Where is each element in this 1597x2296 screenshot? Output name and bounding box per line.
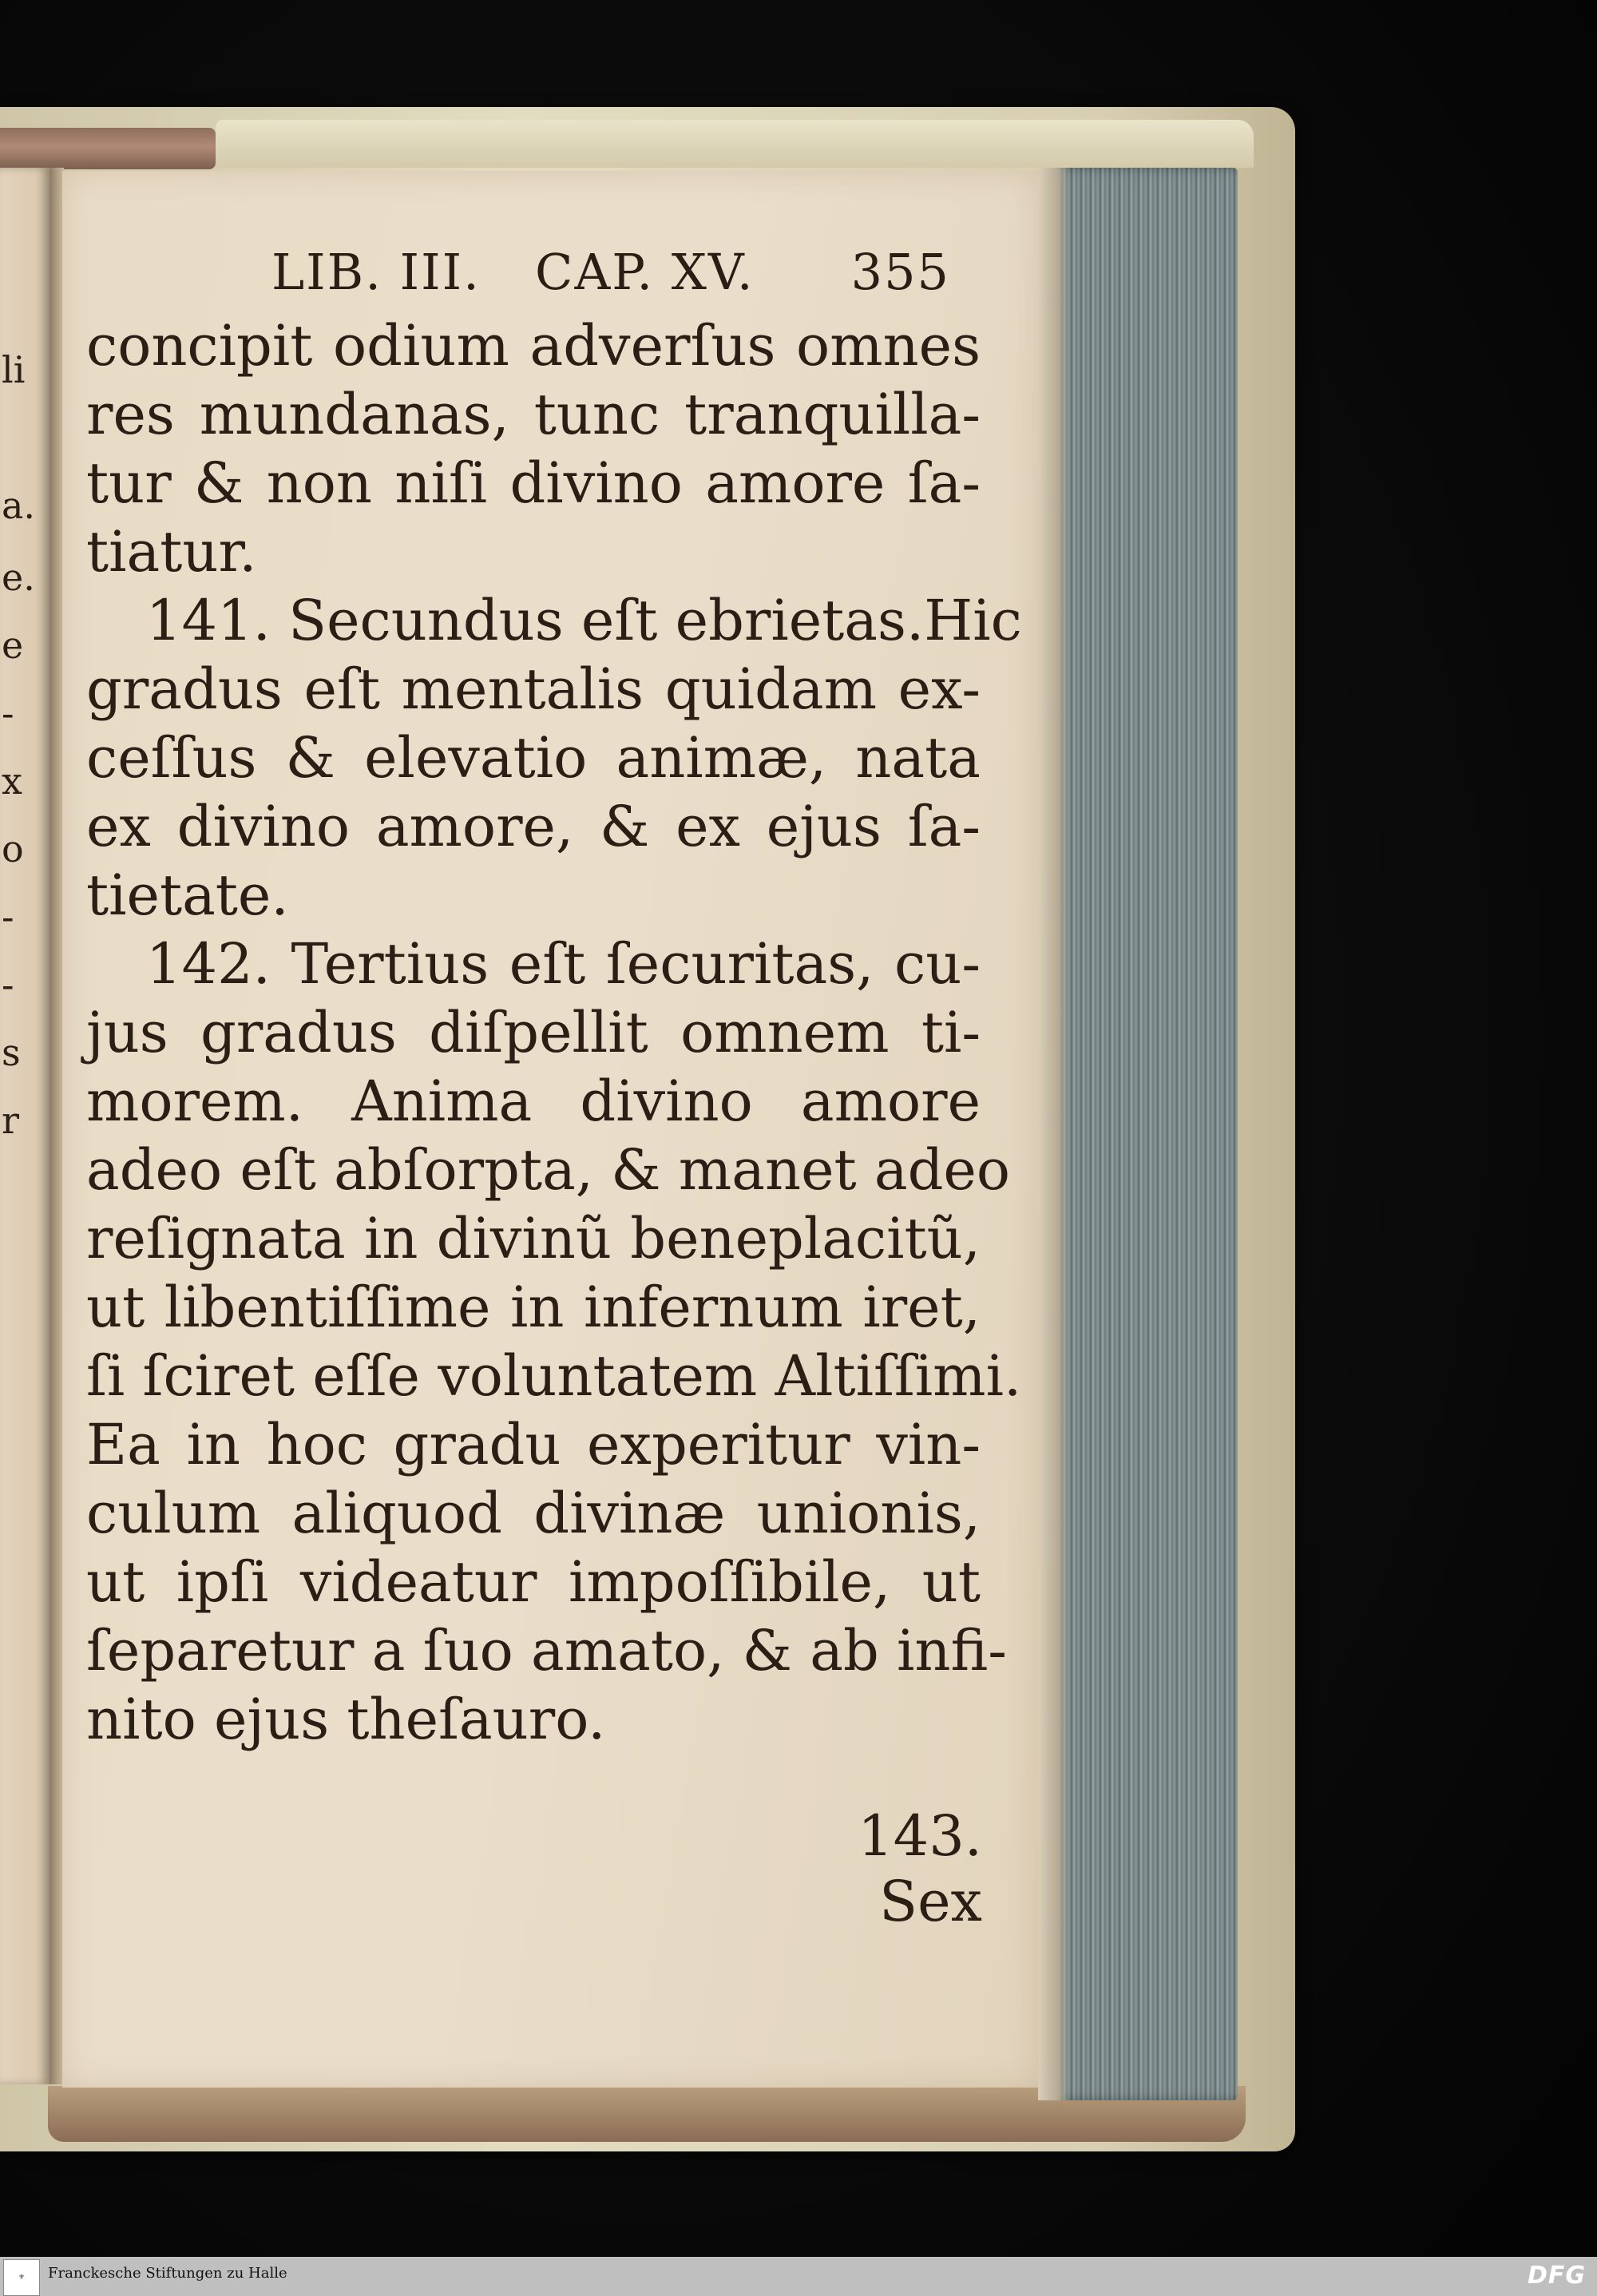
left-fragment: s — [2, 1031, 21, 1074]
left-page-fragment — [0, 168, 50, 2084]
left-fragment: e. — [2, 556, 35, 599]
catchword: 143. Sex — [858, 1803, 982, 1934]
text-line: tietate. — [86, 862, 289, 928]
left-fragment: - — [2, 692, 14, 735]
running-head-chapter: CAP. XV. — [535, 243, 755, 301]
text-line: ſeparetur a ſuo amato, & ab infi- — [86, 1618, 1007, 1683]
text-line: reſignata in divinũ beneplacitũ, — [86, 1206, 981, 1271]
left-fragment: o — [2, 827, 24, 870]
text-line: nito ejus theſauro. — [86, 1687, 606, 1752]
left-fragment: x — [2, 759, 22, 803]
text-line: adeo eſt abſorpta, & manet adeo — [86, 1137, 1010, 1203]
running-head-book: LIB. III. — [271, 243, 481, 301]
paragraph-142-start: 142. Tertius eſt ſecuritas, cu- — [146, 931, 981, 997]
text-line: ut ipſi videatur impoſſibile, ut — [86, 1549, 981, 1615]
text-line: concipit odium adverſus omnes — [86, 313, 981, 379]
text-line: ceſſus & elevatio animæ, nata — [86, 725, 981, 791]
cover-top-edge — [216, 120, 1254, 168]
page-block-highlight — [1038, 168, 1070, 2100]
left-fragment: a. — [2, 484, 36, 527]
running-head — [271, 243, 966, 307]
left-fragment: li — [2, 348, 26, 391]
text-line: Ea in hoc gradu experitur vin- — [86, 1412, 981, 1477]
text-line: culum aliquod divinæ unionis, — [86, 1481, 981, 1546]
left-fragment: - — [2, 963, 14, 1006]
text-line: gradus eſt mentalis quidam ex- — [86, 656, 981, 722]
left-fragment: e — [2, 624, 24, 667]
text-line: ut libentiſſime in infernum iret, — [86, 1275, 981, 1340]
dfg-logo: DFG — [1527, 2262, 1586, 2290]
text-line: jus gradus diſpellit omnem ti- — [86, 1000, 981, 1065]
spine-band — [0, 128, 216, 169]
paragraph-141-start: 141. Secundus eſt ebrietas.Hic — [146, 588, 1022, 653]
left-fragment: - — [2, 895, 14, 938]
text-line: tiatur. — [86, 519, 257, 585]
institution-name: Franckesche Stiftungen zu Halle — [48, 2265, 287, 2282]
body-text — [86, 311, 1022, 1754]
left-fragment: r — [2, 1099, 19, 1142]
text-line: morem. Anima divino amore — [86, 1069, 981, 1134]
text-line: res mundanas, tunc tranquilla- — [86, 382, 981, 447]
page-number: 355 — [850, 243, 950, 301]
text-line: ex divino amore, & ex ejus ſa- — [86, 794, 981, 859]
text-line: ſi ſciret eſſe voluntatem Altiſſimi. — [86, 1343, 1022, 1409]
text-line: tur & non niſi divino amore ſa- — [86, 450, 981, 516]
institution-logo-icon: ⚜ — [3, 2259, 40, 2296]
